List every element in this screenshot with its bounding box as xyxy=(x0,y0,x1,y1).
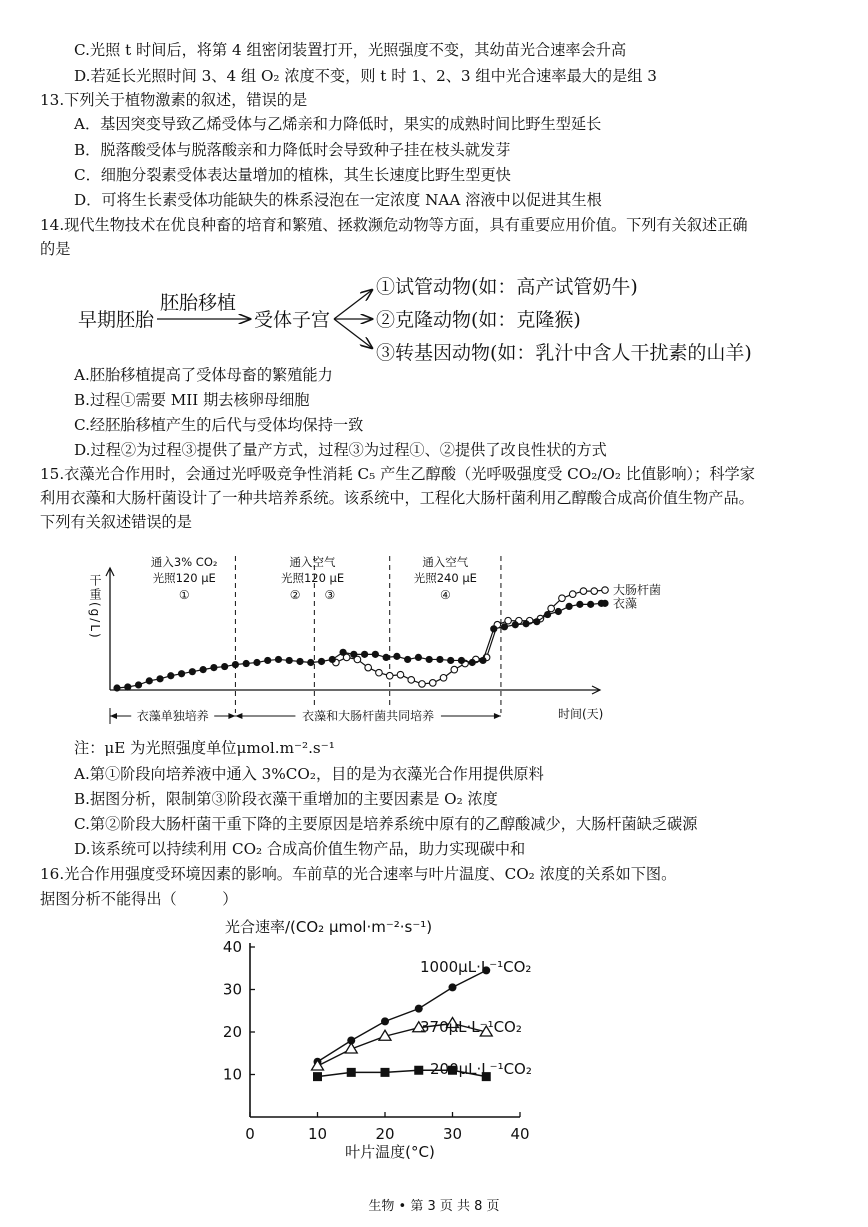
text-line: 的是 xyxy=(40,240,71,258)
data-point xyxy=(533,618,540,625)
data-point xyxy=(124,683,131,690)
text-line: 下列有关叙述错误的是 xyxy=(40,513,192,531)
data-point xyxy=(264,657,271,664)
stage-label xyxy=(414,555,477,602)
data-point xyxy=(559,595,566,602)
data-point xyxy=(436,656,443,663)
y-axis-label: 干重(g/L) xyxy=(88,574,102,640)
data-point xyxy=(415,1005,423,1013)
coculture-span-arrow xyxy=(235,713,242,719)
stage-condition: 通入空气 xyxy=(289,555,336,569)
x-axis-label: 时间(天) xyxy=(558,707,604,721)
x-tick-label: 30 xyxy=(442,1125,463,1143)
data-point xyxy=(156,675,163,682)
coculture-chart xyxy=(60,548,662,738)
middle-label: 受体子宫 xyxy=(254,309,331,331)
embryo-transfer-diagram xyxy=(0,262,868,372)
data-point xyxy=(414,1066,423,1075)
data-point xyxy=(393,653,400,660)
data-point xyxy=(329,656,336,663)
data-point xyxy=(365,664,372,671)
stage-condition: 光照120 μE xyxy=(152,571,216,585)
series-label: 大肠杆菌 xyxy=(613,583,662,598)
data-point xyxy=(381,1017,389,1025)
data-point xyxy=(601,600,608,607)
series-line xyxy=(117,603,605,688)
text-line: B.据图分析，限制第③阶段衣藻干重增加的主要因素是 O₂ 浓度 xyxy=(74,790,498,808)
solo-culture-span-arrow xyxy=(110,713,117,719)
data-point xyxy=(221,663,228,670)
data-point xyxy=(312,1060,324,1070)
text-line: D.过程②为过程③提供了量产方式，过程③为过程①、②提供了改良性状的方式 xyxy=(74,441,607,459)
text-line: C.经胚胎移植产生的后代与受体均保持一致 xyxy=(74,416,364,434)
branch-label: ②克隆动物(如：克隆猴) xyxy=(376,309,581,331)
solo-culture-span-label: 衣藻单独培养 xyxy=(136,709,209,723)
data-point xyxy=(429,680,436,687)
y-tick-label: 40 xyxy=(222,938,242,956)
series-label: 1000μL·L⁻¹CO₂ xyxy=(420,958,532,976)
data-point xyxy=(404,656,411,663)
text-line: 注：μE 为光照强度单位μmol.m⁻².s⁻¹ xyxy=(74,739,335,757)
data-point xyxy=(243,660,250,667)
text-line: 13.下列关于植物激素的叙述，错误的是 xyxy=(40,91,308,109)
data-point xyxy=(408,677,415,684)
series-line xyxy=(336,590,605,684)
text-line: A.胚胎移植提高了受体母畜的繁殖能力 xyxy=(74,366,333,384)
branch-arrow-1 xyxy=(334,290,372,319)
data-point xyxy=(296,658,303,665)
data-point xyxy=(381,1068,390,1077)
y-tick-label: 20 xyxy=(222,1023,242,1041)
process-label: 胚胎移植 xyxy=(160,292,237,314)
stage-label xyxy=(281,555,344,602)
data-point xyxy=(426,656,433,663)
data-point xyxy=(383,654,390,661)
text-line: 14.现代生物技术在优良种畜的培育和繁殖、拯救濒危动物等方面，具有重要应用价值。下列有关叙述正确 xyxy=(40,216,748,234)
data-point xyxy=(587,601,594,608)
x-axis-label: 叶片温度(°C) xyxy=(345,1143,435,1161)
series-label: 衣藻 xyxy=(613,596,638,611)
text-line: A．基因突变导致乙烯受体与乙烯亲和力降低时，果实的成熟时间比野生型延长 xyxy=(74,115,602,133)
data-point xyxy=(419,681,426,688)
coculture-span-arrow xyxy=(494,713,501,719)
data-point xyxy=(113,684,120,691)
data-point xyxy=(447,657,454,664)
branch-label: ③转基因动物(如：乳汁中含人干扰素的山羊) xyxy=(376,342,752,364)
y-axis-label: 光合速率/(CO₂ μmol·m⁻²·s⁻¹) xyxy=(225,918,433,936)
stage-condition: 光照120 μE xyxy=(280,571,345,585)
data-point xyxy=(591,588,598,595)
data-point xyxy=(512,621,519,628)
text-line: 16.光合作用强度受环境因素的影响。车前草的光合速率与叶片温度、CO₂ 浓度的关系如下图。 xyxy=(40,865,677,883)
data-point xyxy=(544,611,551,618)
x-tick-label: 10 xyxy=(307,1125,328,1143)
data-point xyxy=(232,661,239,668)
series-label: 200μL·L⁻¹CO₂ xyxy=(430,1060,532,1078)
stage-condition: 光照240 μE xyxy=(413,571,477,585)
data-point xyxy=(576,601,583,608)
data-point xyxy=(505,617,512,624)
data-point xyxy=(361,651,368,658)
stage-number: ② ③ xyxy=(289,588,336,602)
text-line: C．细胞分裂素受体表达量增加的植株，其生长速度比野生型更快 xyxy=(74,166,511,184)
series-line xyxy=(318,970,487,1061)
text-line: 据图分析不能得出（ ） xyxy=(40,890,238,908)
photosynthesis-chart xyxy=(200,912,600,1161)
data-point xyxy=(501,623,508,630)
data-point xyxy=(566,603,573,610)
data-point xyxy=(469,659,476,666)
data-point xyxy=(167,672,174,679)
stage-condition: 通入空气 xyxy=(422,555,469,569)
data-point xyxy=(200,666,207,673)
text-line: B.过程①需要 MII 期去核卵母细胞 xyxy=(74,391,310,409)
data-point xyxy=(318,658,325,665)
data-point xyxy=(440,675,447,682)
data-point xyxy=(189,668,196,675)
data-point xyxy=(555,608,562,615)
data-point xyxy=(275,656,282,663)
data-point xyxy=(397,671,404,678)
stage-number: ① xyxy=(178,588,190,602)
branch-label: ①试管动物(如：高产试管奶牛) xyxy=(376,276,638,298)
data-point xyxy=(569,591,576,598)
y-tick-label: 30 xyxy=(222,980,242,999)
data-point xyxy=(286,657,293,664)
coculture-span-label: 衣藻和大肠杆菌共同培养 xyxy=(302,709,435,723)
data-point xyxy=(580,588,587,595)
x-tick-label: 0 xyxy=(245,1125,255,1143)
text-line: D.该系统可以持续利用 CO₂ 合成高价值生物产品，助力实现碳中和 xyxy=(74,840,526,858)
solo-culture-span-arrow xyxy=(228,713,235,719)
data-point xyxy=(178,670,185,677)
x-tick-label: 40 xyxy=(510,1125,530,1143)
data-point xyxy=(415,654,422,661)
page-footer: 生物 • 第 3 页 共 8 页 xyxy=(368,1199,500,1214)
data-point xyxy=(451,666,458,673)
data-point xyxy=(522,620,529,627)
data-point xyxy=(313,1072,322,1081)
data-point xyxy=(479,657,486,664)
data-point xyxy=(376,669,383,676)
text-line: D.若延长光照时间 3、4 组 O₂ 浓度不变，则 t 时 1、2、3 组中光合速率最大的是组 3 xyxy=(74,67,657,85)
stage-condition: 通入3% CO₂ xyxy=(150,555,218,569)
start-label: 早期胚胎 xyxy=(78,309,155,331)
data-point xyxy=(350,651,357,658)
text-line: C.第②阶段大肠杆菌干重下降的主要原因是培养系统中原有的乙醇酸减少，大肠杆菌缺乏碳源 xyxy=(74,815,698,833)
data-point xyxy=(386,672,393,679)
data-point xyxy=(372,651,379,658)
y-tick-label: 10 xyxy=(222,1065,242,1084)
stage-label xyxy=(151,555,218,602)
data-point xyxy=(490,625,497,632)
text-line: 利用衣藻和大肠杆菌设计了一种共培养系统。该系统中，工程化大肠杆菌利用乙醇酸合成高价值生物产品。 xyxy=(40,489,754,507)
text-line: A.第①阶段向培养液中通入 3%CO₂，目的是为衣藻光合作用提供原料 xyxy=(74,765,544,783)
text-line: C.光照 t 时间后，将第 4 组密闭装置打开，光照强度不变，其幼苗光合速率会升高 xyxy=(74,41,627,59)
data-point xyxy=(602,587,609,594)
x-tick-label: 20 xyxy=(375,1125,395,1143)
text-line: D．可将生长素受体功能缺失的株系浸泡在一定浓度 NAA 溶液中以促进其生根 xyxy=(74,191,602,209)
data-point xyxy=(135,681,142,688)
data-point xyxy=(307,659,314,666)
branch-arrow-3 xyxy=(334,319,372,348)
data-point xyxy=(458,657,465,664)
stage-number: ④ xyxy=(439,588,451,602)
data-point xyxy=(449,983,457,991)
data-point xyxy=(210,664,217,671)
data-point xyxy=(339,649,346,656)
data-point xyxy=(253,659,260,666)
series-label: 370μL·L⁻¹CO₂ xyxy=(420,1018,522,1036)
data-point xyxy=(347,1068,356,1077)
text-line: 15.衣藻光合作用时，会通过光呼吸竞争性消耗 C₅ 产生乙醇酸（光呼吸强度受 CO₂/O₂ 比值影响）；科学家 xyxy=(40,465,755,483)
data-point xyxy=(146,677,153,684)
data-point xyxy=(548,605,555,612)
text-line: B．脱落酸受体与脱落酸亲和力降低时会导致种子挂在枝头就发芽 xyxy=(74,141,511,159)
